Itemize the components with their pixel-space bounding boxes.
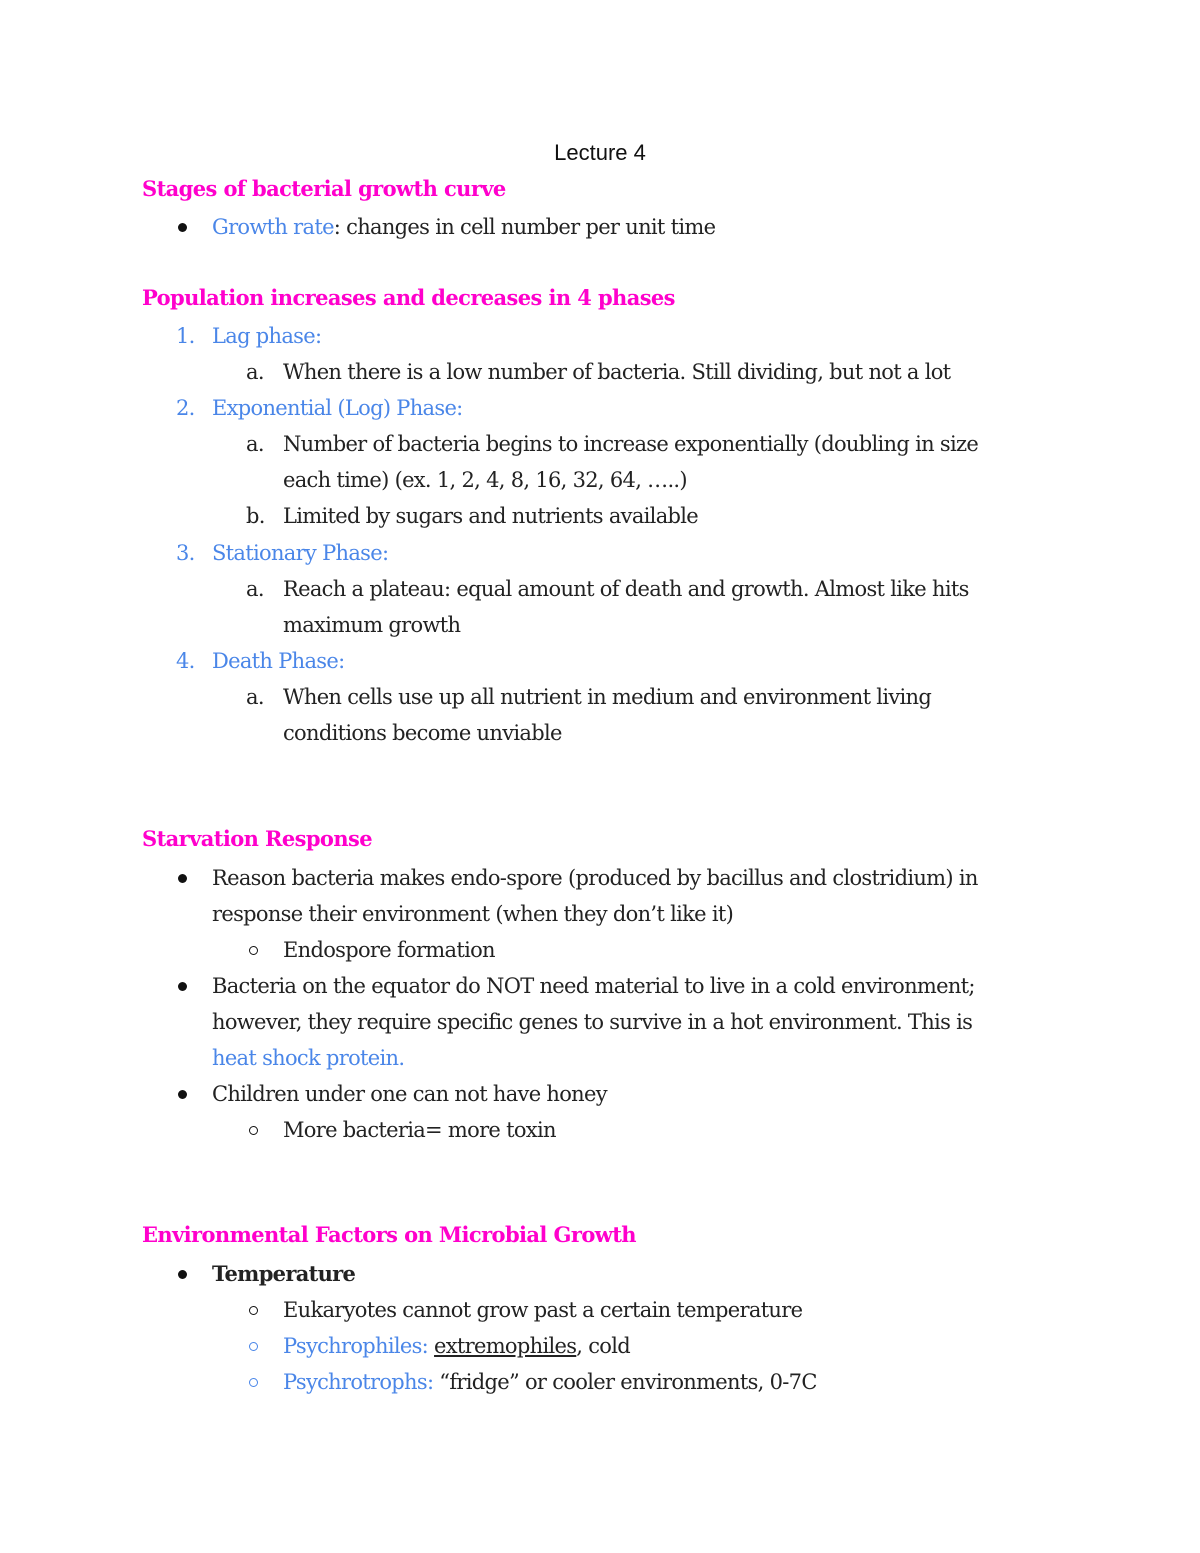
bullet-ring <box>249 1306 258 1315</box>
list-letter: a. <box>246 685 264 709</box>
term-heat-shock-protein: heat shock protein. <box>212 1046 405 1070</box>
stationary-detail-line2: maximum growth <box>283 613 461 637</box>
list-letter: b. <box>246 504 265 528</box>
list-number: 2. <box>176 396 195 420</box>
section-heading-population-phases: Population increases and decreases in 4 phases <box>142 285 675 310</box>
death-detail-line1: When cells use up all nutrient in medium and environment living <box>283 685 932 709</box>
exponential-detail-line2: each time) (ex. 1, 2, 4, 8, 16, 32, 64, …..) <box>283 468 687 492</box>
list-number: 3. <box>176 541 195 565</box>
bullet-dot <box>178 223 187 232</box>
temperature-label: Temperature <box>212 1261 356 1286</box>
phase-label-death: Death Phase: <box>212 649 345 673</box>
list-letter: a. <box>246 432 264 456</box>
bullet-dot <box>178 1270 187 1279</box>
list-letter: a. <box>246 360 264 384</box>
bullet-dot <box>178 1090 187 1099</box>
list-letter: a. <box>246 577 264 601</box>
bullet-ring <box>249 1342 258 1351</box>
section-heading-growth-curve: Stages of bacterial growth curve <box>142 176 506 201</box>
list-number: 1. <box>176 324 195 348</box>
psychrophiles-item <box>283 1328 630 1364</box>
exponential-detail-line1: Number of bacteria begins to increase exponentially (doubling in size <box>283 432 979 456</box>
stationary-detail-line1: Reach a plateau: equal amount of death and growth. Almost like hits <box>283 577 969 601</box>
bullet-dot <box>178 874 187 883</box>
endospore-reason-line2: response their environment (when they don’t like it) <box>212 902 734 926</box>
bullet-ring <box>249 1378 258 1387</box>
eukaryotes-note: Eukaryotes cannot grow past a certain temperature <box>283 1298 803 1322</box>
endospore-formation: Endospore formation <box>283 938 495 962</box>
list-item-growth-rate <box>212 209 715 245</box>
toxin-note: More bacteria= more toxin <box>283 1118 556 1142</box>
exponential-detail-b: Limited by sugars and nutrients available <box>283 504 699 528</box>
death-detail-line2: conditions become unviable <box>283 721 562 745</box>
bullet-dot <box>178 982 187 991</box>
honey-note: Children under one can not have honey <box>212 1082 607 1106</box>
bullet-ring <box>249 946 258 955</box>
bullet-ring <box>249 1126 258 1135</box>
growth-rate-definition: : changes in cell number per unit time <box>333 215 716 239</box>
equator-bacteria-line2: however, they require specific genes to survive in a hot environment. This is <box>212 1010 973 1034</box>
lag-phase-detail: When there is a low number of bacteria. Still dividing, but not a lot <box>283 360 951 384</box>
phase-label-lag: Lag phase: <box>212 324 322 348</box>
endospore-reason-line1: Reason bacteria makes endo-spore (produced by bacillus and clostridium) in <box>212 866 978 890</box>
phase-label-stationary: Stationary Phase: <box>212 541 389 565</box>
list-number: 4. <box>176 649 195 673</box>
term-psychrotrophs: Psychrotrophs: <box>283 1370 434 1394</box>
psychrotrophs-item <box>283 1364 817 1400</box>
section-heading-starvation-response: Starvation Response <box>142 826 372 851</box>
psychrophiles-rest: , cold <box>576 1334 631 1358</box>
term-psychrophiles: Psychrophiles: <box>283 1334 429 1358</box>
term-growth-rate: Growth rate <box>212 215 334 239</box>
page-title: Lecture 4 <box>554 140 646 165</box>
section-heading-environmental-factors: Environmental Factors on Microbial Growth <box>142 1222 636 1247</box>
extremophiles-link[interactable]: extremophiles <box>434 1334 577 1358</box>
phase-label-exponential: Exponential (Log) Phase: <box>212 396 463 420</box>
equator-bacteria-line1: Bacteria on the equator do NOT need material to live in a cold environment; <box>212 974 975 998</box>
psychrotrophs-rest: “fridge” or cooler environments, 0-7C <box>433 1370 817 1394</box>
